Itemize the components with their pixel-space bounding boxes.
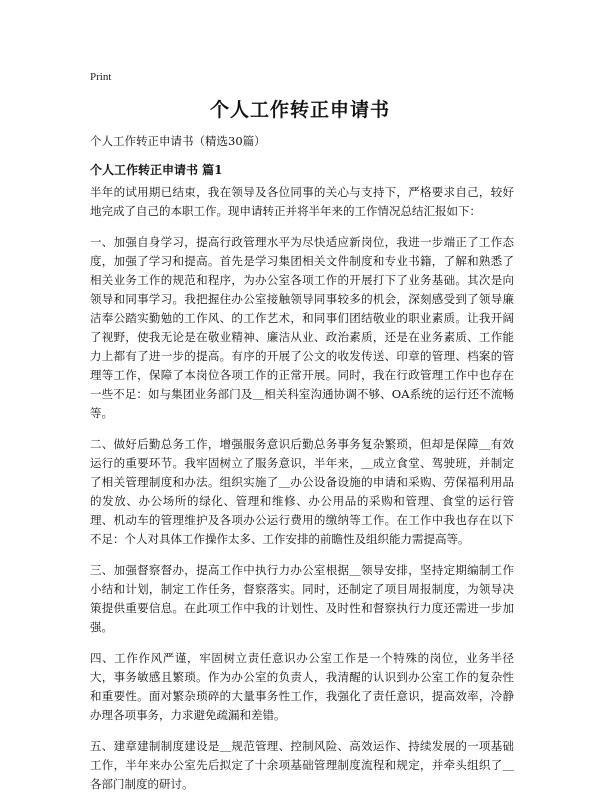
- paragraph-3: 三、加强督察督办，提高工作中执行力办公室根据＿领导安排，坚持定期编制工作小结和计划，制定工作任务，督察落实。同时，还制定了项目周报制度，为领导决策提供重要信息。在此项工作中我的计划性、及时性和督察执行力度还需进一步加强。: [90, 563, 514, 634]
- paragraph-intro: 半年的试用期已结束，我在领导及各位同事的关心与支持下，严格要求自己，较好地完成了自己的本职工作。现申请转正并将半年来的工作情况总结汇报如下：: [90, 185, 514, 218]
- section-heading: 个人工作转正申请书 篇1: [90, 163, 223, 177]
- paragraph-5: 五、建章建制制度建设是＿规范管理、控制风险、高效运作、持续发展的一项基础工作，半年来办公室先后拟定了十余项基础管理制度流程和规定，并牵头组织了＿各部门制度的研讨。: [90, 739, 514, 791]
- paragraph-2: 二、做好后勤总务工作，增强服务意识后勤总务事务复杂繁琐，但却是保障＿有效运行的重要环节。我牢固树立了服务意识，半年来，＿成立食堂、驾驶班，并制定了相关管理制度和办法。组织实施了＿办公设备设施的申请和采购、劳保福利用品的发放、办公场所的绿化、管理和维修、办公用品的采购和管理、食堂的运行管理、机动车的管理维护及各项办公运行费用的缴纳等工作。在工作中我也存在以下不足：个人对具体工作操作太多、工作安排的前瞻性及组织能力需提高等。: [90, 437, 514, 546]
- paragraph-1: 一、加强自身学习，提高行政管理水平为尽快适应新岗位，我进一步端正了工作态度，加强了学习和提高。首先是学习集团相关文件制度和专业书籍，了解和熟悉了相关业务工作的规范和程序，为办公室各项工作的开展打下了业务基础。其次是向领导和同事学习。我把握住办公室接触领导同事较多的机会，深刻感受到了领导廉洁奉公踏实勤勉的工作风、的工作艺术，和同事们团结敬业的职业素质。让我开阔了视野，使我无论是在敬业精神、廉洁从业、政治素质，还是在业务素质、工作能力上都有了进一步的提高。有序的开展了公文的收发传送、印章的管理、档案的管理等工作，保障了本岗位各项工作的正常开展。同时，我在行政管理工作中也存在一些不足：如与集团业务部门及＿相关科室沟通协调不够、OA系统的运行还不流畅等。: [90, 235, 514, 420]
- document-body: [90, 183, 514, 806]
- document-title: 个人工作转正申请书: [209, 99, 390, 121]
- document-subtitle: 个人工作转正申请书（精选30篇）: [90, 134, 266, 148]
- print-link[interactable]: Print: [90, 71, 112, 83]
- paragraph-4: 四、工作作风严谨，牢固树立责任意识办公室工作是一个特殊的岗位，业务半径大，事务敏感且繁琐。作为办公室的负责人，我清醒的认识到办公室工作的复杂性和重要性。面对繁杂琐碎的大量事务性工作，我强化了责任意识，提高效率，冷静办理各项事务，力求避免疏漏和差错。: [90, 651, 514, 722]
